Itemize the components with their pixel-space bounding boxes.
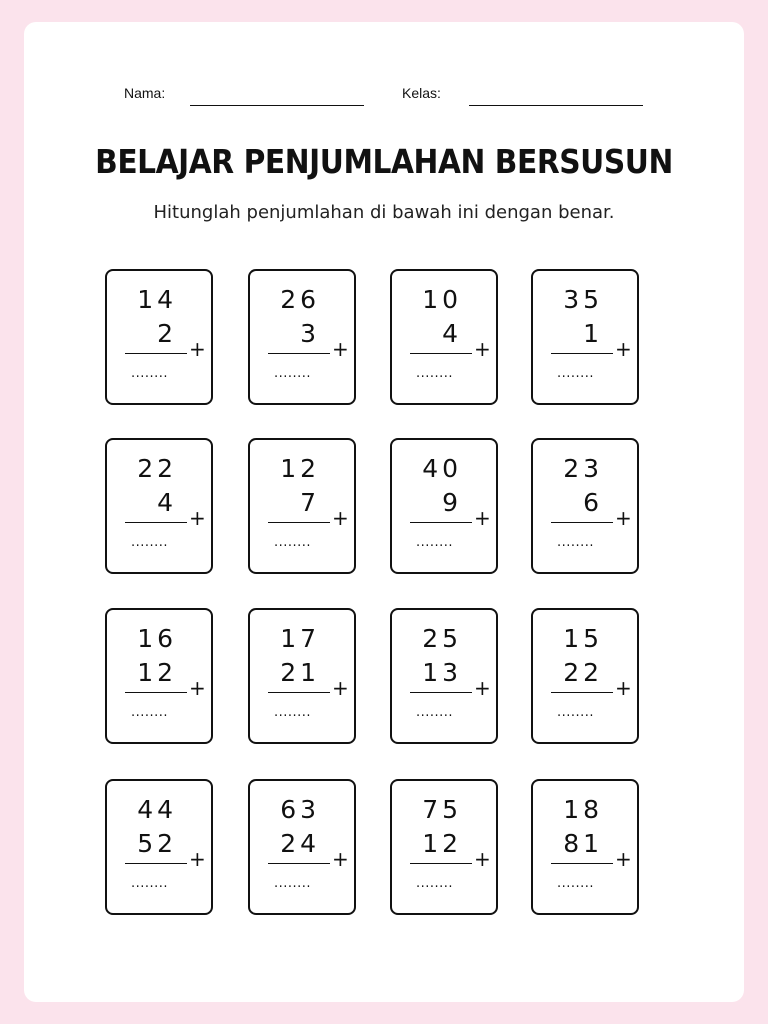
addend-bottom: 9 [442,488,462,517]
addend-top: 63 [280,795,320,824]
problem-card [531,269,639,405]
addend-bottom: 6 [583,488,603,517]
addend-bottom: 22 [563,658,603,687]
problem-card [105,779,213,915]
answer-field[interactable]: ........ [557,366,595,381]
answer-field[interactable]: ........ [131,366,169,381]
plus-sign: + [332,847,349,871]
sum-line [268,522,330,523]
addend-bottom: 81 [563,829,603,858]
plus-sign: + [474,676,491,700]
addend-top: 18 [563,795,603,824]
plus-sign: + [189,506,206,530]
sum-line [268,692,330,693]
name-label: Nama: [124,85,166,101]
addend-top: 15 [563,624,603,653]
problem-card [105,269,213,405]
addend-top: 16 [137,624,177,653]
addend-top: 25 [422,624,462,653]
sum-line [551,692,613,693]
answer-field[interactable]: ........ [274,366,312,381]
answer-field[interactable]: ........ [557,876,595,891]
answer-field[interactable]: ........ [274,535,312,550]
addend-bottom: 21 [280,658,320,687]
addend-bottom: 1 [583,319,603,348]
sum-line [551,353,613,354]
plus-sign: + [189,337,206,361]
answer-field[interactable]: ........ [274,705,312,720]
problem-card [248,779,356,915]
addend-bottom: 7 [300,488,320,517]
page-title: BELAJAR PENJUMLAHAN BERSUSUN [95,142,673,181]
plus-sign: + [474,337,491,361]
sum-line [551,522,613,523]
problem-card [105,438,213,574]
problem-card [248,608,356,744]
plus-sign: + [189,847,206,871]
plus-sign: + [615,676,632,700]
addend-top: 40 [422,454,462,483]
addend-bottom: 52 [137,829,177,858]
sum-line [410,863,472,864]
addend-top: 35 [563,285,603,314]
sum-line [551,863,613,864]
problem-card [248,438,356,574]
plus-sign: + [615,337,632,361]
addend-top: 22 [137,454,177,483]
sum-line [125,863,187,864]
addend-top: 23 [563,454,603,483]
answer-field[interactable]: ........ [557,535,595,550]
sum-line [410,692,472,693]
problem-card [390,779,498,915]
sum-line [125,522,187,523]
instructions: Hitunglah penjumlahan di bawah ini dengan benar. [153,202,615,223]
problem-card [531,608,639,744]
worksheet [24,22,744,1002]
answer-field[interactable]: ........ [131,705,169,720]
plus-sign: + [615,506,632,530]
problem-card [390,438,498,574]
addend-bottom: 2 [157,319,177,348]
addend-bottom: 4 [157,488,177,517]
answer-field[interactable]: ........ [416,535,454,550]
answer-field[interactable]: ........ [131,876,169,891]
plus-sign: + [189,676,206,700]
addend-bottom: 12 [137,658,177,687]
problem-card [105,608,213,744]
answer-field[interactable]: ........ [416,705,454,720]
addend-top: 12 [280,454,320,483]
answer-field[interactable]: ........ [416,366,454,381]
answer-field[interactable]: ........ [131,535,169,550]
sum-line [268,863,330,864]
problem-card [531,438,639,574]
addend-top: 10 [422,285,462,314]
plus-sign: + [474,506,491,530]
sum-line [268,353,330,354]
addend-bottom: 4 [442,319,462,348]
sum-line [125,353,187,354]
problem-card [248,269,356,405]
class-label: Kelas: [402,85,441,101]
plus-sign: + [332,506,349,530]
answer-field[interactable]: ........ [557,705,595,720]
class-field[interactable] [469,105,643,106]
sum-line [125,692,187,693]
addend-bottom: 13 [422,658,462,687]
addend-top: 44 [137,795,177,824]
addend-top: 75 [422,795,462,824]
addend-top: 26 [280,285,320,314]
answer-field[interactable]: ........ [274,876,312,891]
addend-bottom: 12 [422,829,462,858]
plus-sign: + [615,847,632,871]
addend-bottom: 24 [280,829,320,858]
sum-line [410,522,472,523]
addend-bottom: 3 [300,319,320,348]
problem-card [390,608,498,744]
plus-sign: + [332,676,349,700]
problem-card [531,779,639,915]
sum-line [410,353,472,354]
name-field[interactable] [190,105,364,106]
problem-card [390,269,498,405]
plus-sign: + [332,337,349,361]
answer-field[interactable]: ........ [416,876,454,891]
plus-sign: + [474,847,491,871]
addend-top: 14 [137,285,177,314]
addend-top: 17 [280,624,320,653]
